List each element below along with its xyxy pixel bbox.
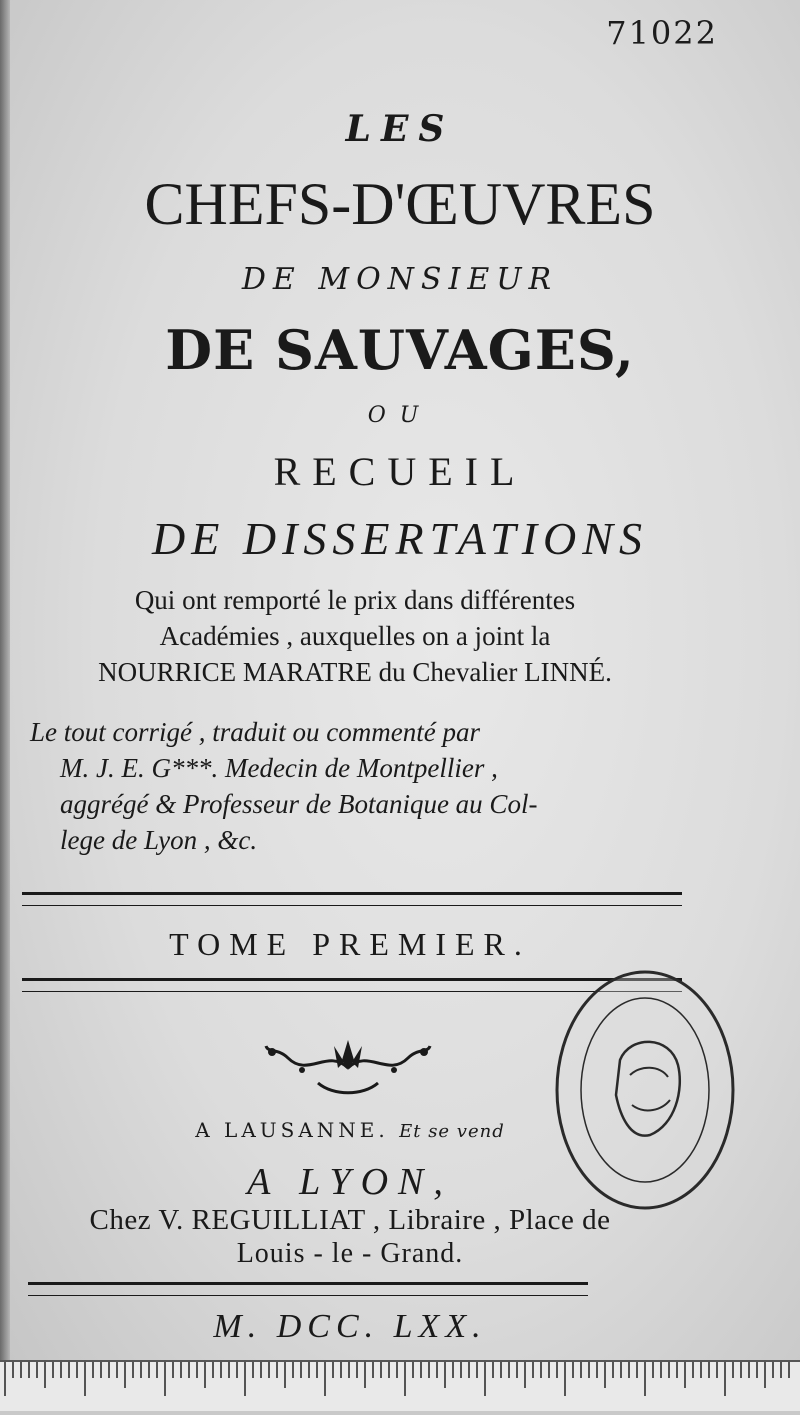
editor-line: lege de Lyon , &c. bbox=[60, 825, 258, 855]
title-de-monsieur: DE MONSIEUR bbox=[241, 262, 559, 297]
editor-line: aggrégé & Professeur de Botanique au Col- bbox=[60, 789, 538, 819]
title-chefs-doeuvres: CHEFS-D'ŒUVRES bbox=[144, 171, 656, 237]
imprint-city-lausanne: A LAUSANNE. bbox=[195, 1118, 389, 1142]
title-les: LES bbox=[345, 108, 455, 150]
imprint-lyon: A LYON, bbox=[247, 1161, 453, 1203]
subtitle-line: Qui ont remporté le prix dans différentes bbox=[134, 585, 576, 615]
title-recueil: RECUEIL bbox=[273, 449, 527, 494]
printer-ornament-icon bbox=[258, 1028, 438, 1098]
title-ou: OU bbox=[367, 403, 433, 428]
imprint-se-vend: Et se vend bbox=[399, 1121, 505, 1142]
imprint-rule bbox=[28, 1282, 588, 1296]
editor-paragraph bbox=[30, 714, 680, 858]
editor-line: M. J. E. G***. Medecin de Montpellier , bbox=[60, 753, 498, 783]
subtitle-paragraph bbox=[30, 582, 680, 690]
library-stamp-icon bbox=[550, 965, 740, 1215]
publication-date: M. DCC. LXX. bbox=[213, 1308, 487, 1345]
imprint-publisher: Chez V. REGUILLIAT , Libraire , Place de bbox=[89, 1204, 611, 1236]
imprint-place: Louis - le - Grand. bbox=[236, 1238, 464, 1269]
title-de-dissertations: DE DISSERTATIONS bbox=[152, 513, 648, 564]
editor-line: Le tout corrigé , traduit ou commenté par bbox=[30, 717, 480, 747]
tome-heading: TOME PREMIER. bbox=[169, 926, 531, 962]
subtitle-line: Académies , auxquelles on a joint la bbox=[159, 621, 551, 651]
subtitle-line: NOURRICE MARATRE du Chevalier LINNÉ. bbox=[98, 657, 612, 687]
shelfmark-number: 71022 bbox=[606, 14, 718, 52]
title-de-sauvages: DE SAUVAGES, bbox=[165, 318, 635, 382]
double-rule-top bbox=[22, 892, 682, 906]
measurement-ruler-icon bbox=[0, 1360, 800, 1411]
